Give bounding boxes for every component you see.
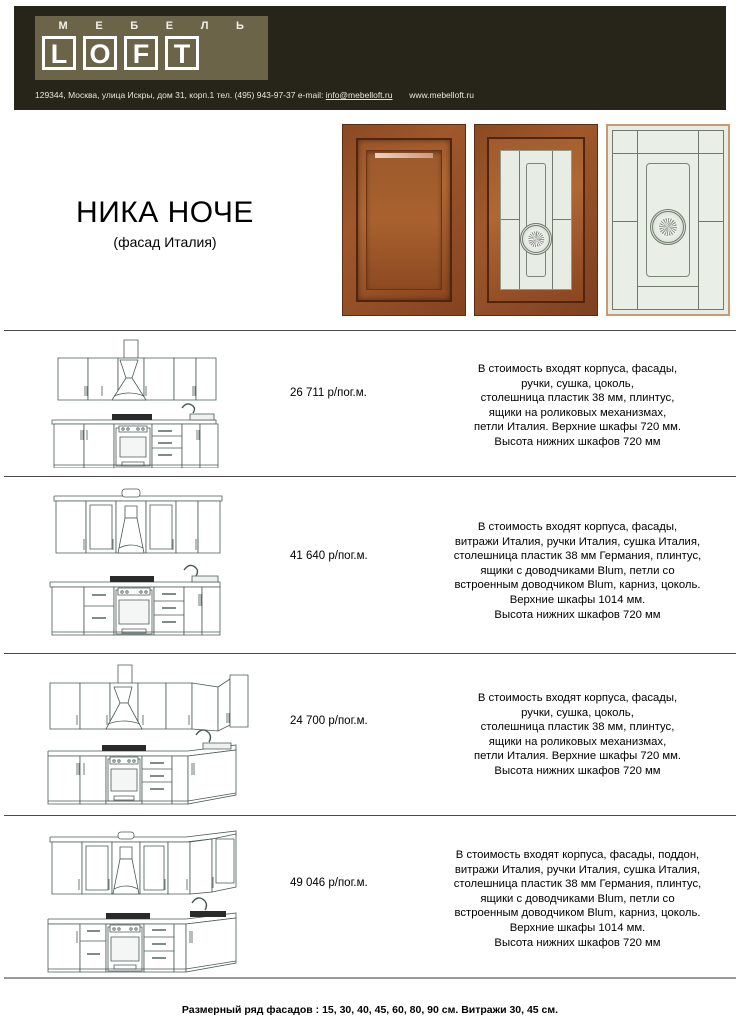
desc-line: витражи Италия, ручки Италия, сушка Италия,	[454, 863, 701, 876]
model-name: НИКА НОЧЕ	[76, 196, 254, 229]
row-description	[420, 691, 735, 779]
logo-word-letter: Б	[130, 20, 139, 32]
row-price: 41 640 р/пог.м.	[290, 550, 368, 562]
row-price: 49 046 р/пог.м.	[290, 877, 368, 889]
product-row	[0, 330, 740, 476]
desc-line: петли Италия. Верхние шкафы 720 мм.	[473, 421, 682, 434]
row-price: 24 700 р/пог.м.	[290, 715, 368, 727]
desc-line: Высота нижних шкафов 720 мм	[494, 936, 661, 949]
contact-email-link[interactable]: info@mebelloft.ru	[325, 90, 393, 100]
row-description	[420, 848, 735, 950]
kitchen-drawing-straight-glass	[40, 482, 270, 637]
logo-word-letter: Е	[95, 20, 104, 32]
logo-letter-l: L	[42, 36, 76, 70]
desc-line: В стоимость входят корпуса, фасады,	[477, 692, 678, 704]
desc-line: столешница пластик 38 мм Германия, плинтус,	[453, 550, 702, 563]
desc-line: ящики с доводчиками Blum, петли со	[480, 892, 675, 905]
logo-word-mebel	[35, 20, 268, 32]
wood-facade-sample	[342, 124, 466, 316]
row-description	[420, 520, 735, 622]
desc-line: петли Италия. Верхние шкафы 720 мм.	[473, 750, 682, 763]
desc-line: встроенным доводчиком Blum, карниз, цоколь.	[454, 579, 701, 592]
desc-line: столешница пластик 38 мм, плинтус,	[480, 392, 675, 405]
logo-word-letter: Л	[200, 20, 209, 32]
desc-line: ящики с доводчиками Blum, петли со	[480, 564, 675, 577]
desc-line: Высота нижних шкафов 720 мм	[494, 608, 661, 621]
contact-line	[35, 90, 474, 100]
desc-line: Верхние шкафы 1014 мм.	[509, 593, 646, 606]
desc-line: Высота нижних шкафов 720 мм	[494, 764, 661, 777]
footer-separator	[4, 977, 736, 979]
desc-line: Высота нижних шкафов 720 мм	[494, 435, 661, 448]
row-price: 26 711 р/пог.м.	[290, 387, 367, 399]
desc-line: столешница пластик 38 мм Германия, плинтус,	[453, 878, 702, 891]
glass-in-wood-facade-sample	[474, 124, 598, 316]
logo-letter-o: O	[83, 36, 117, 70]
product-row	[0, 476, 740, 653]
footer-note: Размерный ряд фасадов : 15, 30, 40, 45, 60, 80, 90 см. Витражи 30, 45 см.	[181, 1004, 559, 1016]
facade-samples	[342, 124, 732, 316]
logo-word-letter: Ь	[236, 20, 245, 32]
desc-line: В стоимость входят корпуса, фасады,	[477, 521, 678, 533]
desc-line: ручки, сушка, цоколь,	[521, 377, 634, 390]
desc-line: В стоимость входят корпуса, фасады, поддон,	[455, 849, 700, 861]
model-subtitle: (фасад Италия)	[113, 234, 217, 250]
logo-letter-t: T	[165, 36, 199, 70]
row-description	[420, 362, 735, 450]
desc-line: встроенным доводчиком Blum, карниз, цоколь.	[454, 907, 701, 920]
page-title	[0, 196, 330, 250]
logo-word-letter: М	[58, 20, 69, 32]
page-header	[14, 6, 726, 110]
kitchen-drawing-straight-basic	[40, 338, 265, 468]
desc-line: ящики на роликовых механизмах,	[488, 406, 667, 419]
contact-website[interactable]: www.mebelloft.ru	[409, 90, 474, 100]
glass-facade-sample	[606, 124, 730, 316]
desc-line: В стоимость входят корпуса, фасады,	[477, 363, 678, 375]
logo-letter-f: F	[124, 36, 158, 70]
desc-line: столешница пластик 38 мм, плинтус,	[480, 721, 675, 734]
contact-address: 129344, Москва, улица Искры, дом 31, корп.1 тел. (495) 943-97-37 e-mail:	[35, 90, 324, 100]
product-row	[0, 815, 740, 977]
desc-line: Верхние шкафы 1014 мм.	[509, 921, 646, 934]
kitchen-drawing-corner-glass	[40, 823, 280, 973]
product-row	[0, 653, 740, 815]
desc-line: ящики на роликовых механизмах,	[488, 735, 667, 748]
logo-word-letter: Е	[165, 20, 174, 32]
desc-line: витражи Италия, ручки Италия, сушка Италия,	[454, 535, 701, 548]
company-logo	[35, 16, 268, 80]
desc-line: ручки, сушка, цоколь,	[521, 706, 634, 719]
kitchen-drawing-corner-basic	[40, 661, 270, 811]
logo-word-loft	[42, 36, 199, 70]
